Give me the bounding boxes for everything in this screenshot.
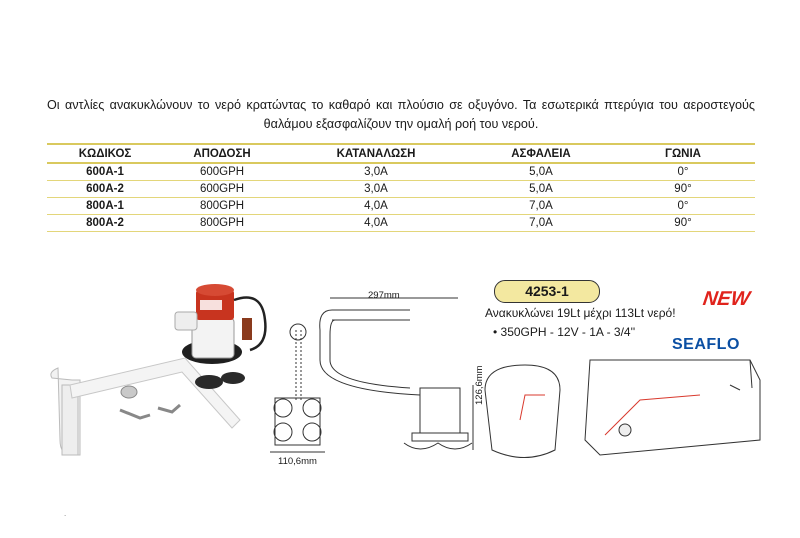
height-dimension-label: 126,6mm [474,365,485,405]
row-angle: 0° [611,198,755,215]
row-code: 800A-1 [47,198,163,215]
header-angle: ΓΩΝΙΑ [611,144,755,163]
footer-mark: . [64,509,67,518]
new-badge: NEW [701,288,752,310]
technical-drawing [270,298,760,458]
row-fuse: 7,0A [471,215,611,232]
product-description: Ανακυκλώνει 19Lt μέχρι 113Lt νερό! [485,306,676,320]
row-fuse: 5,0A [471,163,611,181]
header-fuse: ΑΣΦΑΛΕΙΑ [471,144,611,163]
product-code-badge: 4253-1 [494,280,600,303]
row-output: 800GPH [163,215,281,232]
row-consumption: 4,0A [281,215,471,232]
product-spec: • 350GPH - 12V - 1A - 3/4'' [493,325,636,339]
row-output: 600GPH [163,163,281,181]
brand-logo: SEAFLO [672,336,740,353]
base-dimension-label: 110,6mm [278,456,317,467]
row-code: 600A-1 [47,163,163,181]
row-consumption: 3,0A [281,163,471,181]
intro-paragraph: Οι αντλίες ανακυκλώνουν το νερό κρατώντας το καθαρό και πλούσιο σε οξυγόνο. Τα εσωτερικά πτερύγια του αεροστεγούς θαλάμου εξασφαλίζουν την ομαλή ροή του νερού. [47,98,755,131]
row-angle: 0° [611,163,755,181]
row-consumption: 3,0A [281,181,471,198]
header-output: ΑΠΟΔΟΣΗ [163,144,281,163]
width-dimension-label: 297mm [368,290,400,301]
row-consumption: 4,0A [281,198,471,215]
row-code: 800A-2 [47,215,163,232]
row-output: 800GPH [163,198,281,215]
row-output: 600GPH [163,181,281,198]
pump-photo [51,284,266,455]
row-fuse: 5,0A [471,181,611,198]
row-angle: 90° [611,215,755,232]
header-consumption: ΚΑΤΑΝΑΛΩΣΗ [281,144,471,163]
row-angle: 90° [611,181,755,198]
row-fuse: 7,0A [471,198,611,215]
row-code: 600A-2 [47,181,163,198]
header-code: ΚΩΔΙΚΟΣ [47,144,163,163]
